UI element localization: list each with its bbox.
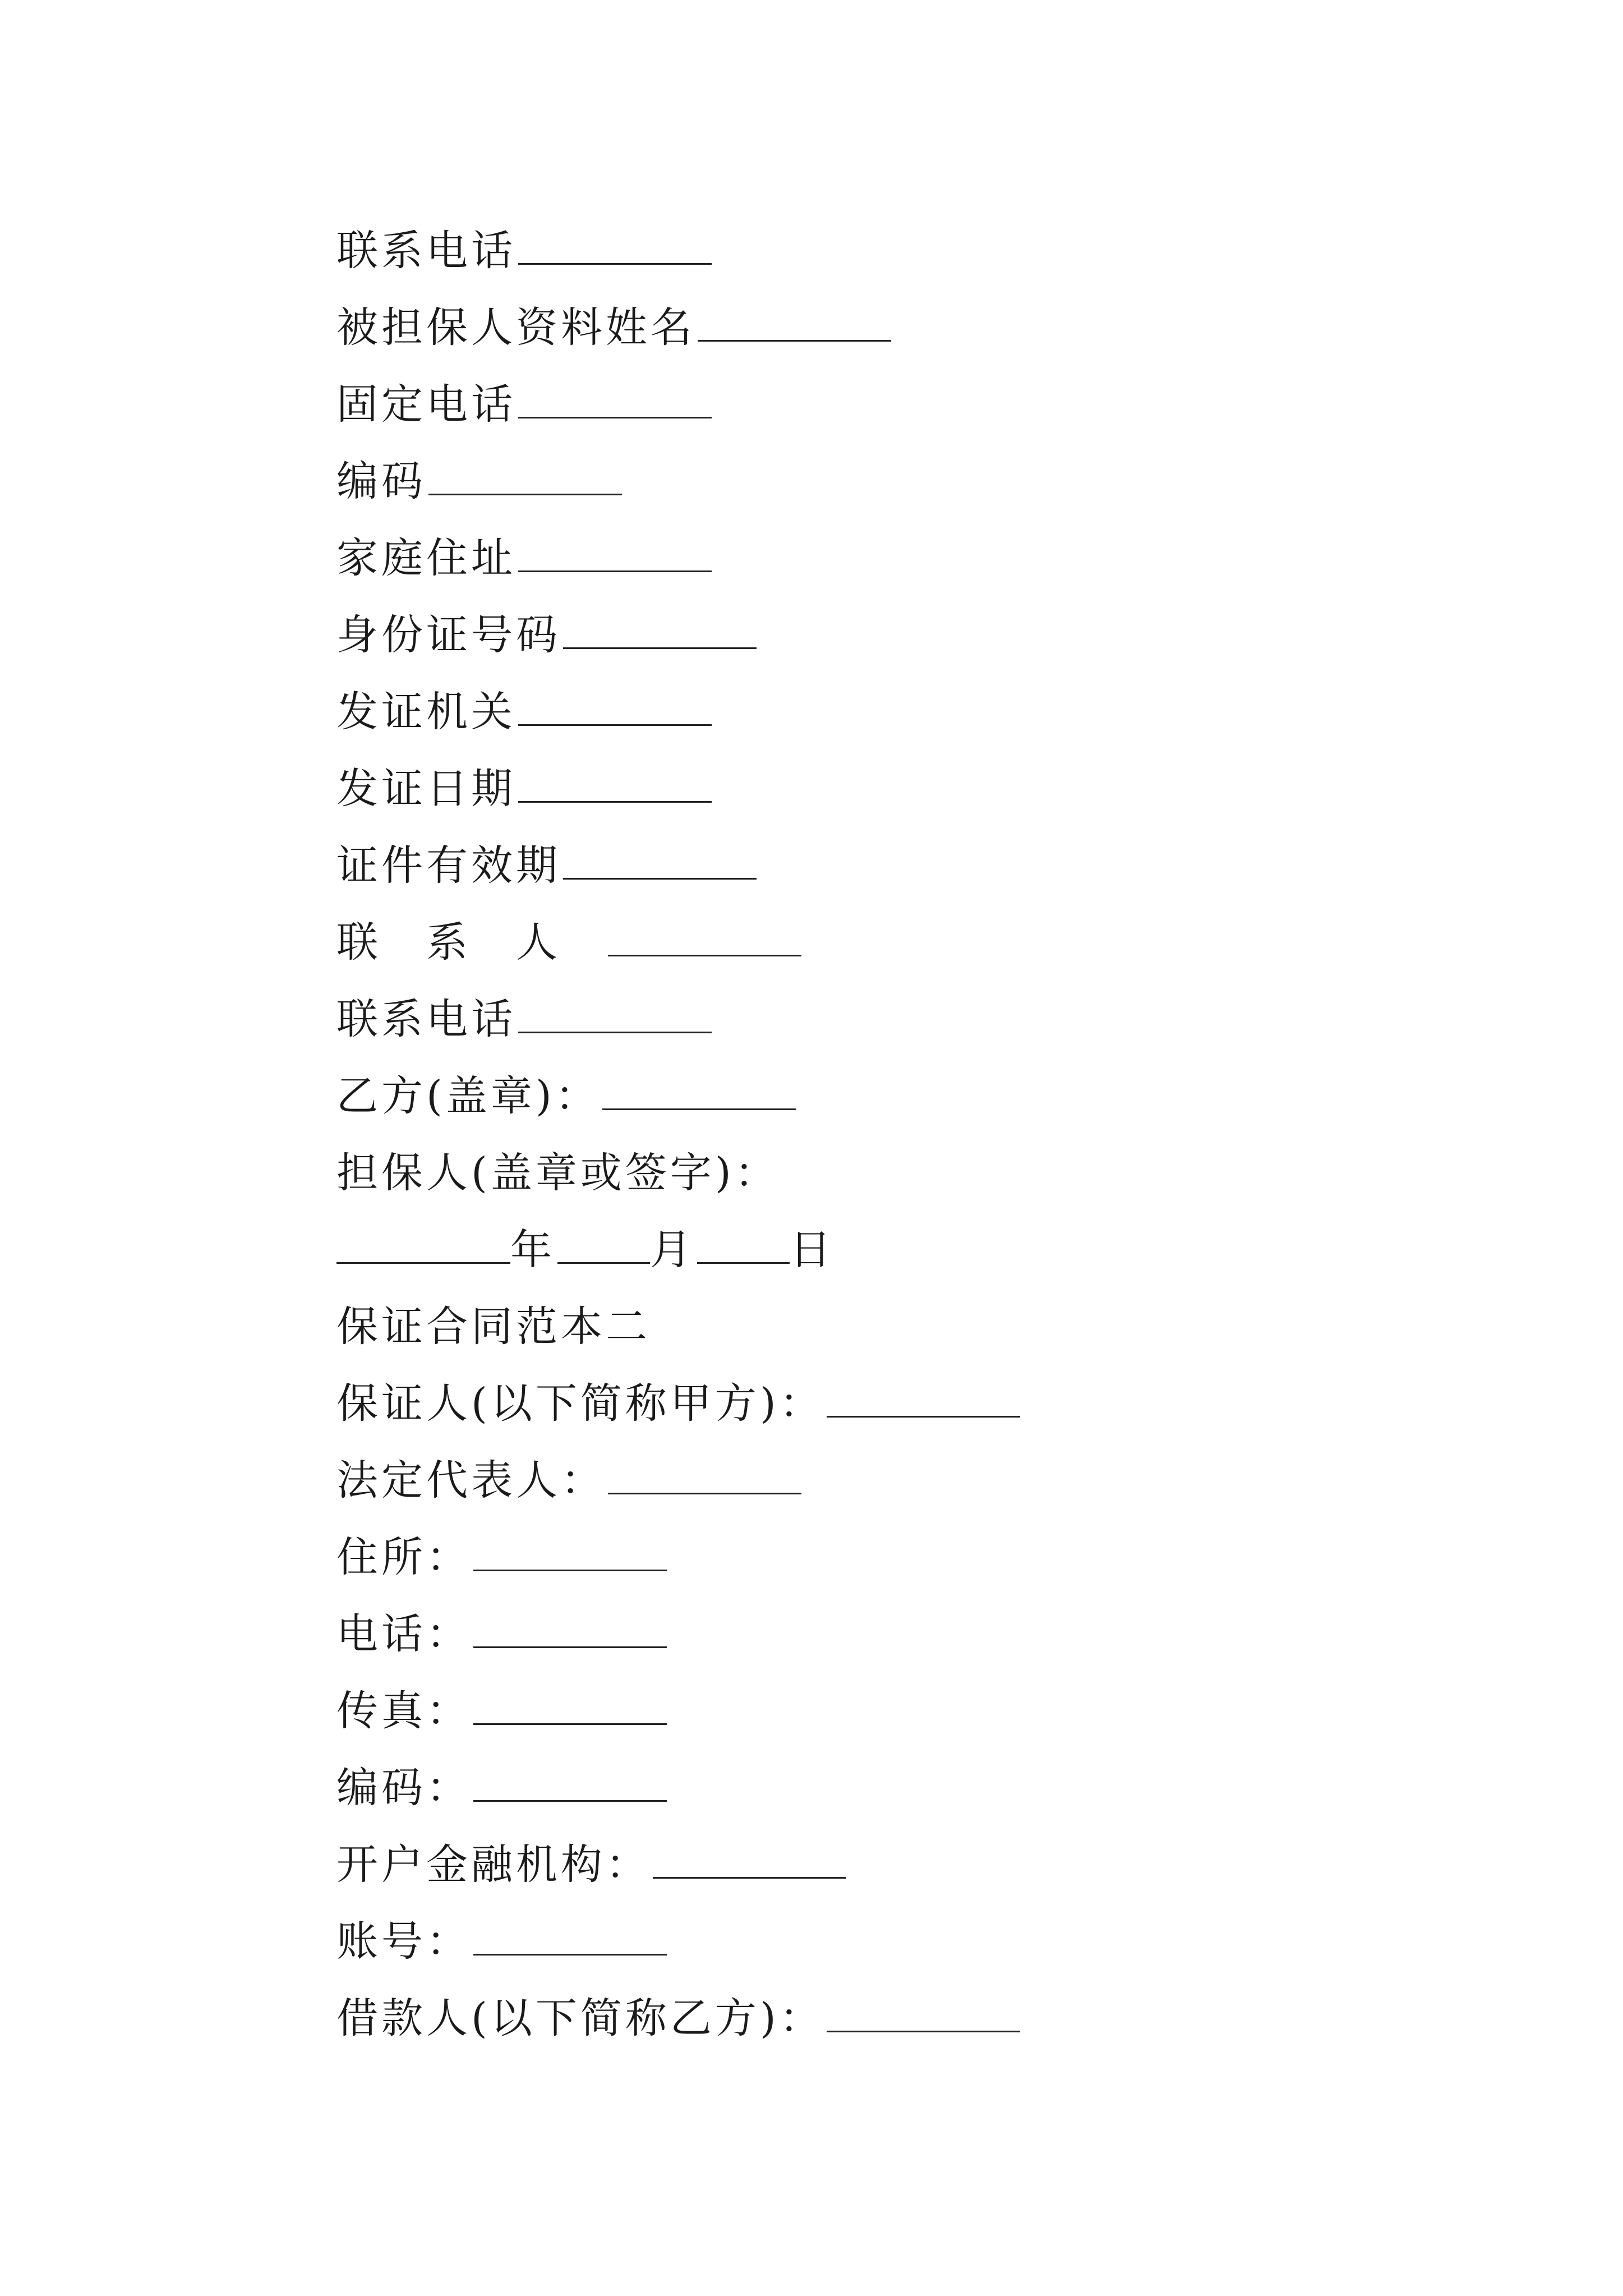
field-contact-person [336, 900, 1020, 977]
field-label: 法定代表人： [336, 1456, 606, 1504]
field-guaranteed-name [336, 286, 1020, 362]
fill-in-blank[interactable] [473, 1570, 667, 1571]
field-label: 固定电话 [336, 380, 516, 429]
field-account-number [336, 1899, 1020, 1976]
field-party-b-seal [336, 1054, 1020, 1131]
fill-in-blank[interactable] [518, 801, 712, 803]
field-date [336, 1208, 1020, 1285]
year-label: 年 [510, 1225, 555, 1274]
field-label: 发证机关 [336, 687, 516, 736]
field-label-char: 系 [426, 918, 471, 967]
field-label: 住所： [336, 1533, 471, 1581]
field-label: 借款人(以下简称乙方)： [336, 1994, 824, 2042]
field-label: 传真： [336, 1686, 471, 1735]
field-phone [336, 1592, 1020, 1669]
field-label: 家庭住址 [336, 533, 516, 582]
field-id-validity [336, 823, 1020, 900]
field-label: 担保人(盖章或签字)： [336, 1148, 780, 1197]
form-lines [336, 209, 1020, 2053]
year-blank[interactable] [336, 1262, 510, 1264]
field-label: 身份证号码 [336, 610, 561, 659]
fill-in-blank[interactable] [827, 2031, 1020, 2032]
field-label: 联系电话 [336, 226, 516, 275]
field-label-char: 人 [516, 918, 561, 967]
fill-in-blank[interactable] [518, 417, 712, 418]
fill-in-blank[interactable] [608, 955, 801, 956]
field-postcode-2 [336, 1746, 1020, 1823]
fill-in-blank[interactable] [518, 263, 712, 265]
fill-in-blank[interactable] [473, 1954, 667, 1955]
field-issue-date [336, 747, 1020, 823]
field-fax [336, 1669, 1020, 1746]
month-label: 月 [650, 1225, 695, 1274]
field-borrower [336, 1976, 1020, 2053]
field-label: 发证日期 [336, 764, 516, 813]
field-label: 保证人(以下简称甲方)： [336, 1379, 824, 1428]
field-label: 被担保人资料姓名 [336, 303, 695, 352]
field-home-address [336, 516, 1020, 593]
field-residence [336, 1515, 1020, 1592]
fill-in-blank[interactable] [563, 647, 757, 649]
field-label: 账号： [336, 1917, 471, 1966]
fill-in-blank[interactable] [473, 1646, 667, 1648]
section-title: 保证合同范本二 [336, 1302, 651, 1351]
fill-in-blank[interactable] [473, 1723, 667, 1725]
fill-in-blank[interactable] [698, 340, 891, 342]
fill-in-blank[interactable] [602, 1108, 796, 1110]
fill-in-blank[interactable] [608, 1493, 801, 1494]
fill-in-blank[interactable] [428, 494, 622, 495]
field-label: 编码： [336, 1763, 471, 1812]
fill-in-blank[interactable] [518, 570, 712, 572]
field-label-char: 联 [336, 918, 381, 967]
fill-in-blank[interactable] [653, 1877, 846, 1879]
field-postcode [336, 439, 1020, 516]
field-contact-phone [336, 209, 1020, 286]
day-blank[interactable] [697, 1262, 790, 1264]
field-contact-phone-2 [336, 977, 1020, 1054]
field-guarantor [336, 1361, 1020, 1438]
fill-in-blank[interactable] [563, 878, 757, 880]
field-label: 电话： [336, 1609, 471, 1658]
field-id-number [336, 593, 1020, 670]
field-label: 开户金融机构： [336, 1840, 651, 1889]
section-heading [336, 1285, 1020, 1361]
month-blank[interactable] [557, 1262, 650, 1264]
field-guarantor-signature [336, 1131, 1020, 1208]
day-label: 日 [790, 1225, 834, 1274]
field-label: 证件有效期 [336, 841, 561, 890]
fill-in-blank[interactable] [473, 1800, 667, 1802]
field-legal-representative [336, 1438, 1020, 1515]
field-label: 联系电话 [336, 995, 516, 1043]
field-issuing-authority [336, 670, 1020, 747]
fill-in-blank[interactable] [827, 1416, 1020, 1418]
field-label: 编码 [336, 457, 426, 505]
field-label: 乙方(盖章)： [336, 1071, 600, 1120]
field-bank [336, 1823, 1020, 1899]
fill-in-blank[interactable] [518, 1032, 712, 1033]
field-landline [336, 362, 1020, 439]
fill-in-blank[interactable] [518, 724, 712, 726]
